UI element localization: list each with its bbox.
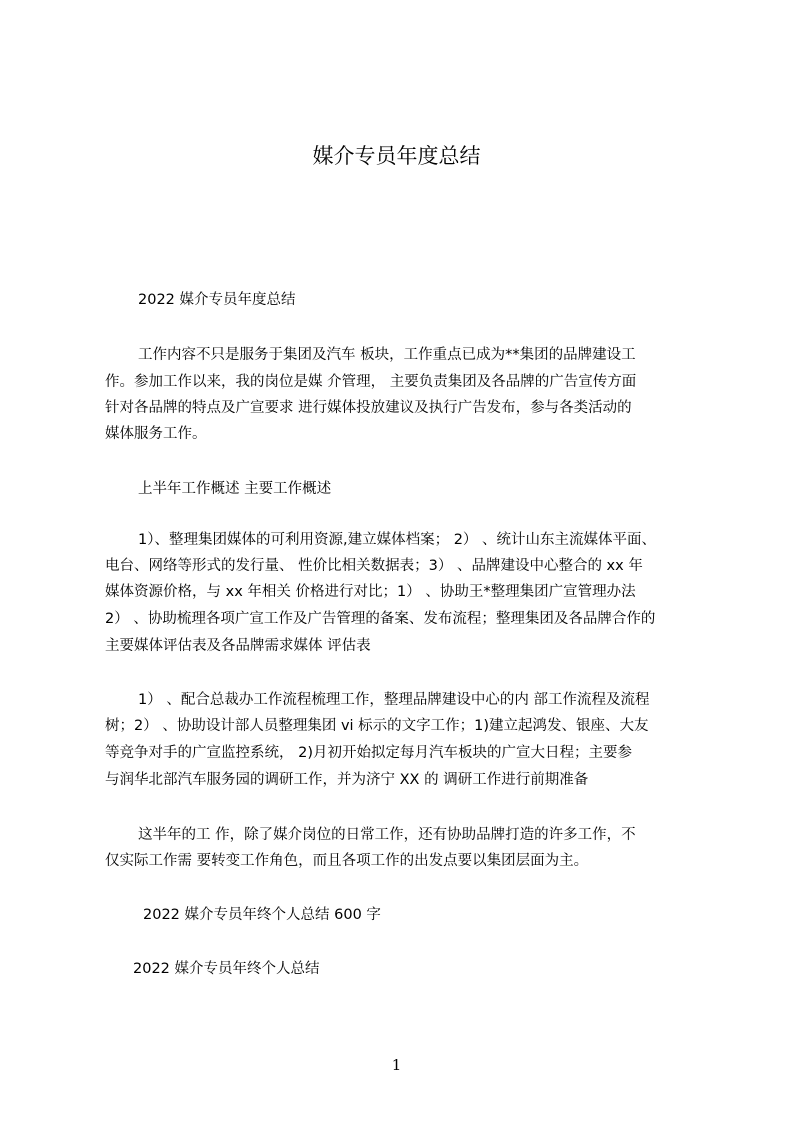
paragraph1-line4: 媒体服务工作。: [105, 426, 207, 442]
paragraph2-line5: 主要媒体评估表及各品牌需求媒体 评估表: [105, 638, 371, 654]
paragraph3-line3: 等竞争对手的广宣监控系统， 2)月初开始拟定每月汽车板块的广宣大日程；主要参: [105, 745, 632, 761]
paragraph1-line3: 针对各品牌的特点及广宣要求 进行媒体投放建议及执行广告发布，参与各类活动的: [105, 400, 632, 416]
paragraph2-line1: 1）、整理集团媒体的可利用资源,建立媒体档案； 2） 、统计山东主流媒体平面、: [138, 532, 657, 548]
paragraph4-line2: 仅实际工作需 要转变工作角色，而且各项工作的出发点要以集团层面为主。: [105, 853, 589, 869]
paragraph3-line1: 1） 、配合总裁办工作流程梳理工作，整理品牌建设中心的内 部工作流程及流程: [138, 692, 650, 708]
section-heading: 上半年工作概述 主要工作概述: [138, 481, 332, 497]
document-title: 媒介专员年度总结: [312, 144, 481, 168]
heading-annual-summary: 2022 媒介专员年终个人总结: [133, 961, 320, 977]
paragraph2-line4: 2） 、协助梳理各项广宣工作及广告管理的备案、发布流程；整理集团及各品牌合作的: [105, 611, 656, 627]
paragraph4-line1: 这半年的工 作，除了媒介岗位的日常工作，还有协助品牌打造的许多工作，不: [138, 827, 636, 843]
paragraph1-line2: 作。参加工作以来，我的岗位是媒 介管理， 主要负责集团及各品牌的广告宣传方面: [105, 374, 637, 390]
paragraph1-line1: 工作内容不只是服务于集团及汽车 板块，工作重点已成为**集团的品牌建设工: [138, 347, 636, 363]
page-number: 1: [391, 1056, 402, 1074]
paragraph2-line3: 媒体资源价格，与 xx 年相关 价格进行对比；1） 、协助王*整理集团广宣管理办法: [105, 584, 636, 600]
paragraph3-line2: 树；2） 、协助设计部人员整理集团 vi 标示的文字工作；1)建立起鸿发、银座、大友: [105, 718, 649, 734]
paragraph2-line2: 电台、网络等形式的发行量、 性价比相关数据表；3） 、品牌建设中心整合的 xx 年: [105, 558, 643, 574]
subtitle: 2022 媒介专员年度总结: [138, 292, 296, 308]
paragraph3-line4: 与润华北部汽车服务园的调研工作，并为济宁 XX 的 调研工作进行前期准备: [105, 772, 589, 788]
heading-annual-summary-600: 2022 媒介专员年终个人总结 600 字: [143, 907, 381, 923]
